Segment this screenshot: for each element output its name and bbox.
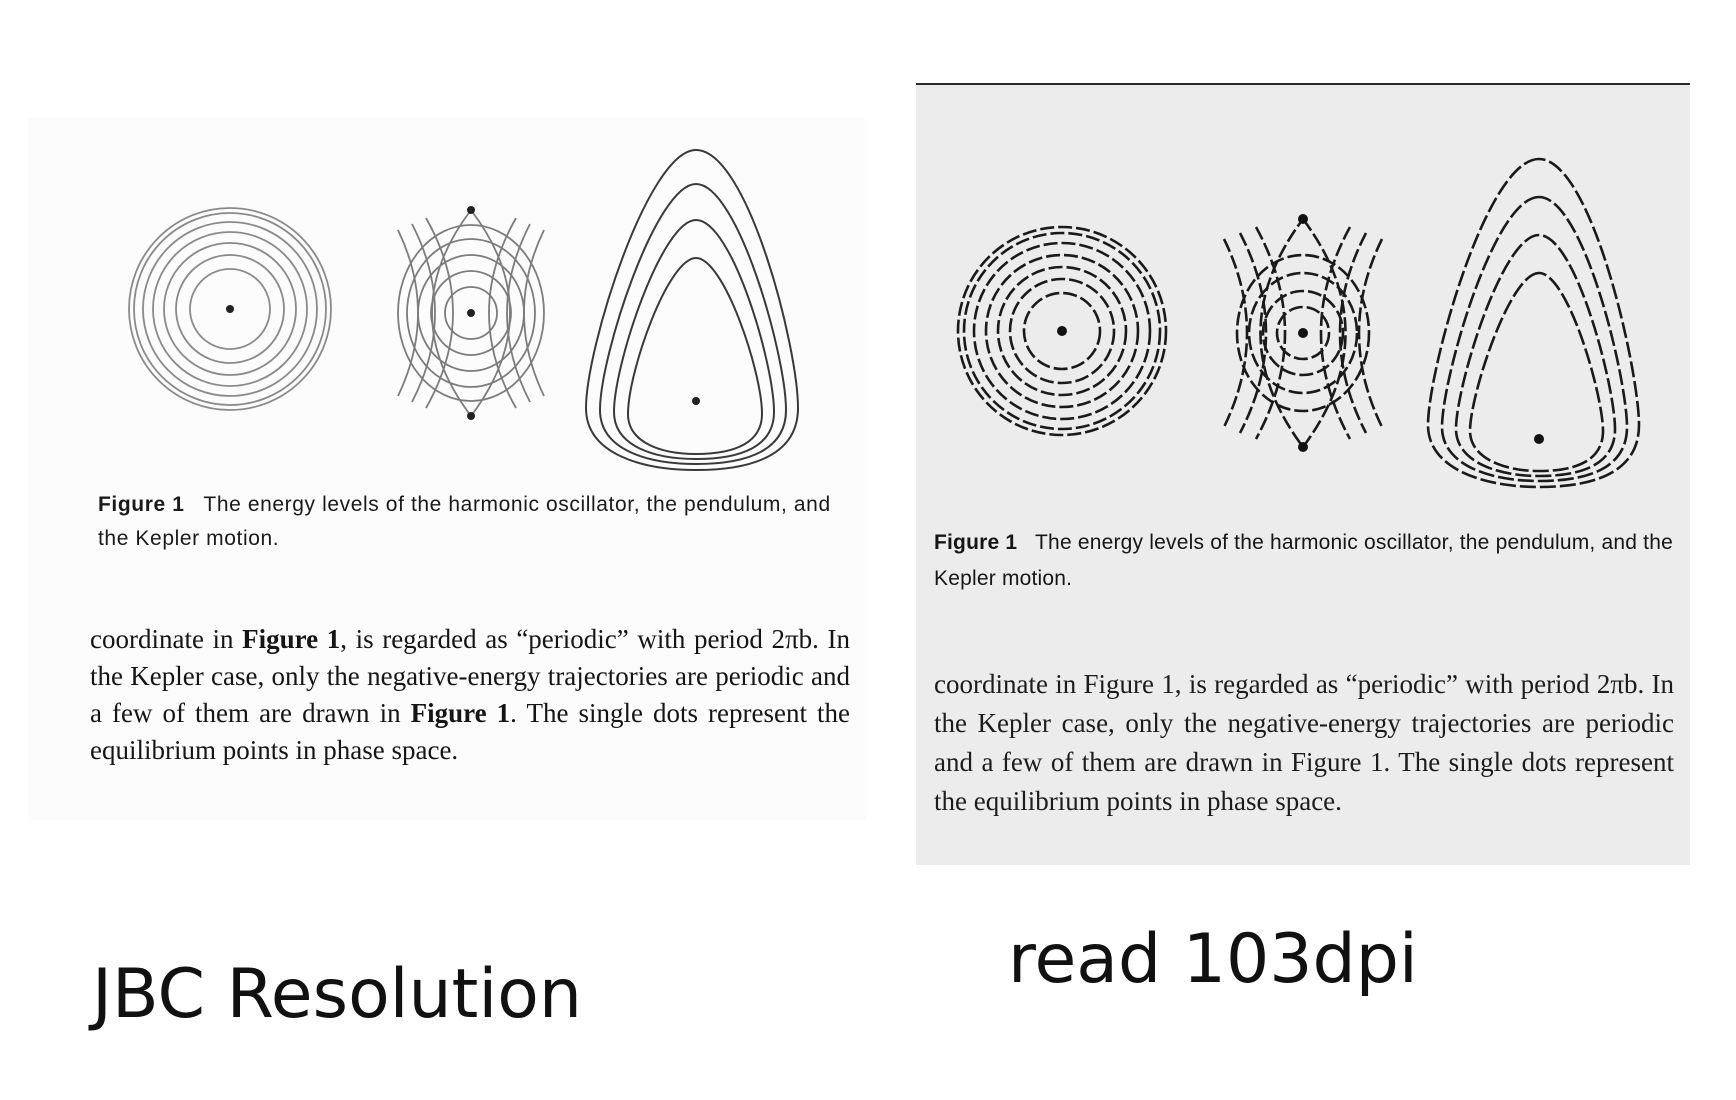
unstable-equilibrium-dot [467,206,475,214]
body-text-segment: coordinate in [90,624,243,654]
figure-reference: Figure 1 [410,698,511,728]
figure-caption [98,488,858,556]
equilibrium-dot [467,309,475,317]
kepler-levels [586,150,798,470]
dpi-scan-image [916,83,1690,865]
caption-text: The energy levels of the harmonic oscillator, the pendulum, and the Kepler motion. [98,493,831,550]
caption-text: The energy levels of the harmonic oscillator, the pendulum, and the Kepler motion. [934,531,1673,590]
unstable-equilibrium-dot [1298,442,1308,452]
jbc-resolution-label: JBC Resolution [92,955,582,1034]
figure-label: Figure 1 [98,493,185,516]
kepler-levels [1428,159,1639,487]
figure-reference: Figure 1 [242,624,341,654]
equilibrium-dot [226,305,234,313]
body-paragraph [934,665,1674,821]
figure-1-illustration [916,85,1690,525]
unstable-equilibrium-dot [1298,214,1308,224]
jbc-scan-image [28,118,866,820]
figure-label: Figure 1 [934,531,1018,554]
body-text-segment: . The single dots represent the equilibrium points in phase space. [90,698,851,765]
body-text-segment: coordinate in Figure 1, is regarded as “periodic” with period 2πb. In the Kepler case, only the negative-energy trajectories are periodic and a few of them are drawn in Figure 1. The single dots represent the equilibrium points in phase space. [934,669,1674,816]
figure-caption [934,525,1674,597]
equilibrium-dot [1057,326,1067,336]
equilibrium-dot [692,397,700,405]
body-paragraph [90,621,850,769]
body-text-segment: , is regarded as “periodic” with period 2πb. In the Kepler case, only the negative-energy trajectories are periodic and a few of them are drawn in [90,624,850,728]
dpi-resolution-label: read 103dpi [1008,920,1418,999]
equilibrium-dot [1534,434,1544,444]
equilibrium-dot [1298,328,1308,338]
unstable-equilibrium-dot [467,412,475,420]
figure-1-illustration [28,118,866,488]
